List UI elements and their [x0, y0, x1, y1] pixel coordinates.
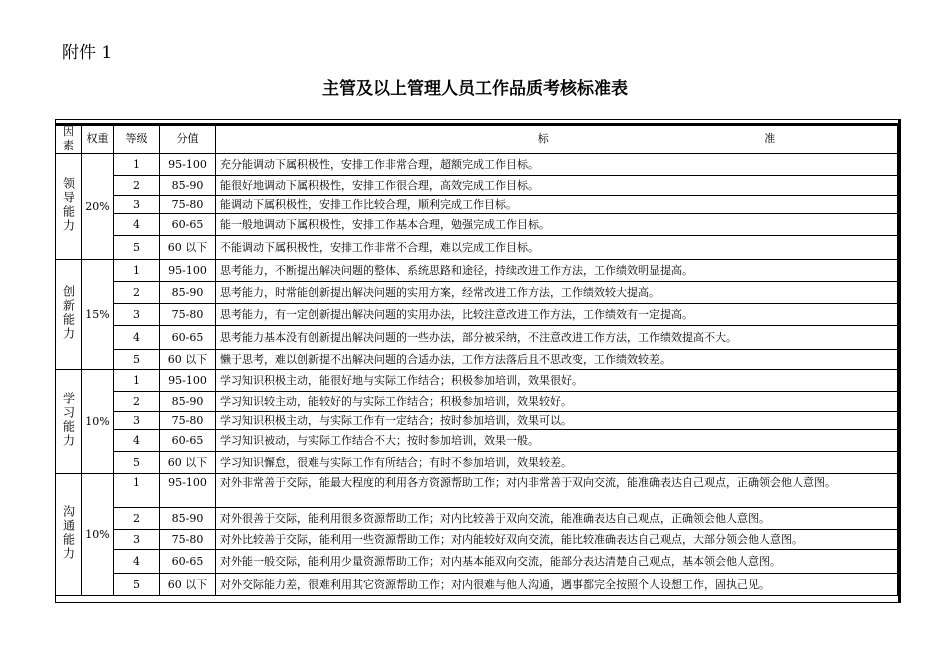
- header-standard: [216, 125, 898, 154]
- criteria-text: 不能调动下属积极性，安排工作非常不合理，难以完成工作目标。: [216, 236, 898, 260]
- table-row: [56, 214, 898, 236]
- score-cell: 75-80: [160, 304, 216, 326]
- page-title: 主管及以上管理人员工作品质考核标准表: [322, 79, 628, 99]
- level-cell: 3: [114, 530, 160, 550]
- table-row: [56, 530, 898, 550]
- annex-label: 附件 1: [62, 43, 113, 63]
- factor-label: 创新能力: [61, 284, 76, 341]
- level-cell: 5: [114, 574, 160, 596]
- header-level: 等级: [114, 125, 160, 154]
- header-score: 分值: [160, 125, 216, 154]
- level-cell: 3: [114, 304, 160, 326]
- table-row: [56, 326, 898, 350]
- criteria-text: 学习知识懈怠，很难与实际工作有所结合；有时不参加培训，效果较差。: [216, 452, 898, 474]
- weight-cell: 10%: [82, 474, 114, 596]
- criteria-text: 能很好地调动下属积极性，安排工作很合理，高效完成工作目标。: [216, 176, 898, 196]
- header-standard-right: 准: [764, 132, 776, 145]
- level-cell: 5: [114, 350, 160, 370]
- criteria-text: 学习知识被动，与实际工作结合不大；按时参加培训，效果一般。: [216, 430, 898, 452]
- criteria-text: 学习知识积极主动，与实际工作有一定结合；按时参加培训，效果可以。: [216, 412, 898, 430]
- level-cell: 1: [114, 154, 160, 176]
- header-row: [56, 125, 898, 154]
- table-row: [56, 282, 898, 304]
- level-cell: 4: [114, 430, 160, 452]
- level-cell: 4: [114, 326, 160, 350]
- header-weight: 权重: [82, 125, 114, 154]
- score-cell: 85-90: [160, 176, 216, 196]
- criteria-text: 懒于思考，难以创新提不出解决问题的合适办法，工作方法落后且不思改变，工作绩效较差。: [216, 350, 898, 370]
- table-row: [56, 304, 898, 326]
- score-cell: 60 以下: [160, 236, 216, 260]
- factor-cell: [56, 474, 82, 596]
- weight-cell: 20%: [82, 154, 114, 260]
- table-row: [56, 452, 898, 474]
- table-row: [56, 154, 898, 176]
- level-cell: 3: [114, 412, 160, 430]
- criteria-text: 思考能力基本没有创新提出解决问题的一些办法，部分被采纳，不注意改进工作方法，工作绩效提高不大。: [216, 326, 898, 350]
- criteria-text: 思考能力，时常能创新提出解决问题的实用方案，经常改进工作方法，工作绩效较大提高。: [216, 282, 898, 304]
- level-cell: 4: [114, 214, 160, 236]
- table-row: [56, 392, 898, 412]
- level-cell: 3: [114, 196, 160, 214]
- level-cell: 2: [114, 392, 160, 412]
- table-row: [56, 260, 898, 282]
- score-cell: 95-100: [160, 260, 216, 282]
- factor-cell: [56, 370, 82, 474]
- score-cell: 60 以下: [160, 452, 216, 474]
- criteria-text: 学习知识较主动，能较好的与实际工作结合；积极参加培训，效果较好。: [216, 392, 898, 412]
- score-cell: 60-65: [160, 430, 216, 452]
- weight-cell: 10%: [82, 370, 114, 474]
- table-row: [56, 196, 898, 214]
- header-factor: 因素: [56, 125, 82, 154]
- level-cell: 1: [114, 370, 160, 392]
- score-cell: 85-90: [160, 508, 216, 530]
- table-row: [56, 236, 898, 260]
- criteria-text: 对外交际能力差，很难利用其它资源帮助工作；对内很难与他人沟通，遇事都完全按照个人设想工作，固执己见。: [216, 574, 898, 596]
- level-cell: 2: [114, 508, 160, 530]
- score-cell: 85-90: [160, 282, 216, 304]
- score-cell: 95-100: [160, 474, 216, 508]
- level-cell: 5: [114, 452, 160, 474]
- level-cell: 2: [114, 282, 160, 304]
- score-cell: 60 以下: [160, 350, 216, 370]
- score-cell: 75-80: [160, 530, 216, 550]
- factor-label: 领导能力: [61, 176, 76, 233]
- score-cell: 60-65: [160, 214, 216, 236]
- factor-label: 沟通能力: [61, 504, 76, 561]
- criteria-text: 对外能一般交际，能利用少量资源帮助工作；对内基本能双向交流，能部分表达清楚自己观点，基本领会他人意图。: [216, 550, 898, 574]
- score-cell: 60-65: [160, 550, 216, 574]
- factor-label: 学习能力: [61, 391, 76, 448]
- criteria-text: 能调动下属积极性，安排工作比较合理，顺利完成工作目标。: [216, 196, 898, 214]
- table-row: [56, 574, 898, 596]
- criteria-table: [55, 124, 898, 596]
- level-cell: 2: [114, 176, 160, 196]
- score-cell: 60-65: [160, 326, 216, 350]
- table-row: [56, 176, 898, 196]
- table-row: [56, 350, 898, 370]
- criteria-text: 对外比较善于交际，能利用一些资源帮助工作；对内能较好双向交流，能比较准确表达自己观点，大部分领会他人意图。: [216, 530, 898, 550]
- score-cell: 85-90: [160, 392, 216, 412]
- score-cell: 95-100: [160, 154, 216, 176]
- criteria-text: 思考能力，有一定创新提出解决问题的实用办法，比较注意改进工作方法，工作绩效有一定提高。: [216, 304, 898, 326]
- criteria-text: 对外很善于交际，能利用很多资源帮助工作；对内比较善于双向交流，能准确表达自己观点，正确领会他人意图。: [216, 508, 898, 530]
- level-cell: 4: [114, 550, 160, 574]
- table-row: [56, 474, 898, 508]
- table-row: [56, 430, 898, 452]
- factor-cell: [56, 260, 82, 370]
- header-standard-left: 标: [537, 132, 549, 145]
- criteria-text: 能一般地调动下属积极性，安排工作基本合理，勉强完成工作目标。: [216, 214, 898, 236]
- criteria-text: 充分能调动下属积极性，安排工作非常合理，超额完成工作目标。: [216, 154, 898, 176]
- level-cell: 1: [114, 474, 160, 508]
- level-cell: 1: [114, 260, 160, 282]
- score-cell: 75-80: [160, 412, 216, 430]
- table-row: [56, 508, 898, 530]
- criteria-text: 学习知识积极主动，能很好地与实际工作结合；积极参加培训，效果很好。: [216, 370, 898, 392]
- level-cell: 5: [114, 236, 160, 260]
- table-row: [56, 550, 898, 574]
- score-cell: 60 以下: [160, 574, 216, 596]
- factor-cell: [56, 154, 82, 260]
- score-cell: 95-100: [160, 370, 216, 392]
- table-row: [56, 370, 898, 392]
- criteria-text: 思考能力，不断提出解决问题的整体、系统思路和途径，持续改进工作方法，工作绩效明显提高。: [216, 260, 898, 282]
- score-cell: 75-80: [160, 196, 216, 214]
- criteria-text: 对外非常善于交际，能最大程度的利用各方资源帮助工作；对内非常善于双向交流，能准确表达自己观点，正确领会他人意图。: [216, 474, 898, 508]
- weight-cell: 15%: [82, 260, 114, 370]
- table-row: [56, 412, 898, 430]
